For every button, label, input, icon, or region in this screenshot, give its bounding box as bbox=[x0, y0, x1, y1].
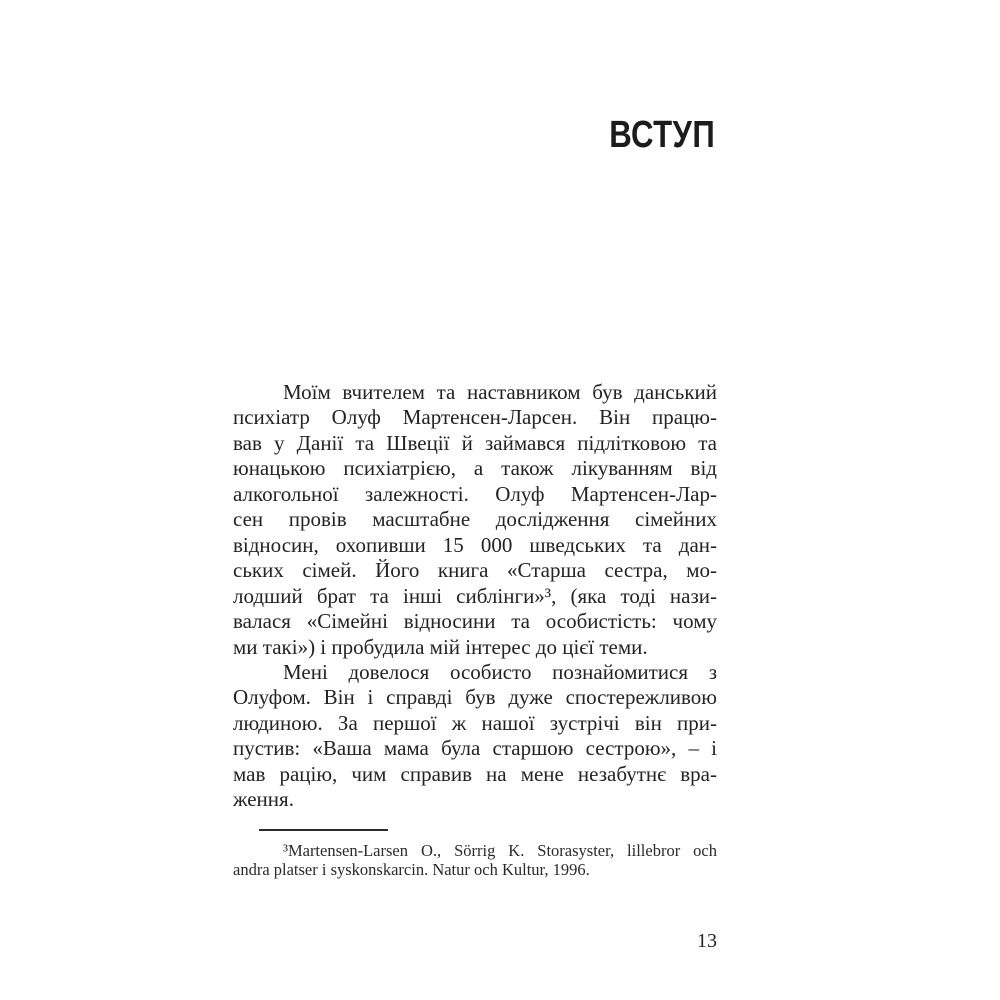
body-line: ми такі») і пробудила мій інтерес до цієї теми. bbox=[233, 634, 648, 659]
footnote-line: andra platser i syskonskarcin. Natur och Kultur, 1996. bbox=[233, 859, 590, 879]
page-number: 13 bbox=[697, 930, 717, 952]
footnote bbox=[233, 842, 717, 879]
body-line: ських сімей. Його книга «Старша сестра, мо- bbox=[233, 558, 717, 583]
body-line: ження. bbox=[233, 787, 294, 812]
body-line: психіатр Олуф Мартенсен-Ларсен. Він працю- bbox=[233, 405, 717, 430]
body-line: вав у Данії та Швеції й займався підлітковою та bbox=[233, 430, 717, 455]
body-line: Мені довелося особисто познайомитися з bbox=[283, 659, 717, 684]
body-line: людиною. За першої ж нашої зустрічі він при- bbox=[233, 710, 717, 735]
footnote-line: ³Martensen-Larsen O., Sörrig K. Storasyster, lillebror och bbox=[283, 841, 717, 860]
body-line: мав рацію, чим справив на мене незабутнє вра- bbox=[233, 761, 717, 786]
body-line: пустив: «Ваша мама була старшою сестрою», – і bbox=[233, 736, 717, 761]
body-line: валася «Сімейні відносини та особистість: чому bbox=[233, 609, 717, 634]
body-text bbox=[233, 380, 717, 813]
body-line: відносин, охопивши 15 000 шведських та дан- bbox=[233, 532, 717, 557]
body-line: алкогольної залежності. Олуф Мартенсен-Лар- bbox=[233, 481, 717, 506]
chapter-title-row bbox=[233, 116, 717, 154]
footnote-rule bbox=[259, 829, 388, 831]
body-line: Моїм вчителем та наставником був данський bbox=[283, 380, 717, 404]
body-line: лодший брат та інші сиблінги»³, (яка тоді нази- bbox=[233, 583, 717, 608]
body-line: Олуфом. Він і справді був дуже спостережливою bbox=[233, 685, 717, 710]
body-line: юнацькою психіатрією, а також лікуванням від bbox=[233, 456, 717, 481]
body-line: сен провів масштабне дослідження сімейних bbox=[233, 507, 717, 532]
chapter-title: ВСТУП bbox=[609, 114, 715, 156]
